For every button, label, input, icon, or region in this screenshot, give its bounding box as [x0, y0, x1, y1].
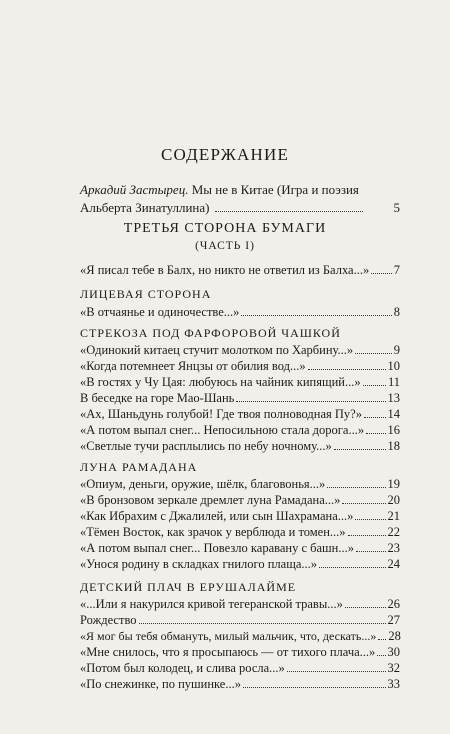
toc-entry: «Ах, Шаньдунь голубой! Где твоя полноводная Пу?» 14: [80, 407, 400, 421]
intro-entry: [80, 181, 398, 217]
toc-entry: «Когда потемнеет Янцзы от обилия вод...» 10: [80, 359, 400, 373]
toc-entry: «В гостях у Чу Цая: любуюсь на чайник кипящий...» 11: [80, 375, 400, 389]
toc-entry: В беседке на горе Мао-Шань 13: [80, 391, 400, 405]
toc-entry: Рождество 27: [80, 613, 400, 627]
toc-entry: «...Или я накурился кривой тегеранской травы...» 26: [80, 597, 400, 611]
toc-entry: «Унося родину в складках гнилого плаща...» 24: [80, 557, 400, 571]
toc-entry: «Потом был колодец, и слива росла...» 32: [80, 661, 400, 675]
section-title: ДЕТСКИЙ ПЛАЧ В ЕРУШАЛАЙМЕ: [80, 580, 297, 594]
toc-entry: «В отчаянье и одиночестве...» 8: [80, 305, 400, 319]
toc-entry: «А потом выпал снег... Повезло каравану с башн...» 23: [80, 541, 400, 555]
section-title: ЛИЦЕВАЯ СТОРОНА: [80, 287, 212, 301]
toc-entry: «Светлые тучи расплылись по небу ночному...» 18: [80, 439, 400, 453]
toc-entry: «По снежинке, по пушинке...» 33: [80, 677, 400, 691]
toc-entry: «Опиум, деньги, оружие, шёлк, благовонья...» 19: [80, 477, 400, 491]
toc-entry: «В бронзовом зеркале дремлет луна Рамадана...» 20: [80, 493, 400, 507]
toc-entry: «Одинокий китаец стучит молотком по Харбину...» 9: [80, 343, 400, 357]
section-title: СТРЕКОЗА ПОД ФАРФОРОВОЙ ЧАШКОЙ: [80, 326, 341, 340]
intro-text-line1: Мы не в Китае (Игра и поэзия: [188, 182, 359, 197]
intro-author: Аркадий Застырец.: [80, 182, 189, 197]
intro-text-line2: Альберта Зинатуллина): [80, 200, 210, 215]
intro-page: 5: [393, 200, 400, 215]
toc-entry: «Я писал тебе в Балх, но никто не ответил из Балха...» 7: [80, 263, 400, 277]
part-subtitle: (ЧАСТЬ I): [195, 240, 255, 252]
toc-entry: «Тёмен Восток, как зрачок у верблюда и томен...» 22: [80, 525, 400, 539]
part-title: ТРЕТЬЯ СТОРОНА БУМАГИ: [123, 221, 327, 236]
page-title: СОДЕРЖАНИЕ: [160, 145, 290, 164]
toc-entry: «Я мог бы тебя обмануть, милый мальчик, что, дескать...» 28: [80, 629, 401, 643]
toc-entry: «Как Ибрахим с Джалилей, или сын Шахрамана...» 21: [80, 509, 400, 523]
section-title: ЛУНА РАМАДАНА: [80, 460, 198, 474]
toc-entry: «А потом выпал снег... Непосильною стала дорога...» 16: [80, 423, 400, 437]
toc-entry: «Мне снилось, что я просыпаюсь — от тихого плача...» 30: [80, 645, 400, 659]
